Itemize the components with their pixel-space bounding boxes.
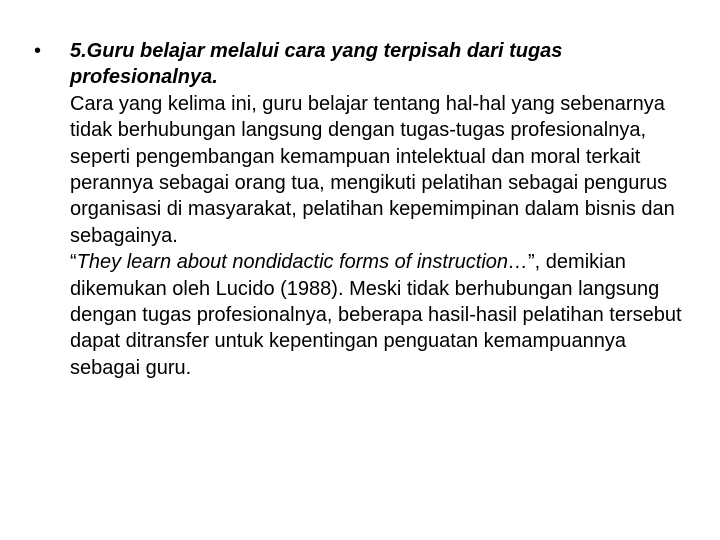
bullet-item bbox=[34, 38, 694, 381]
paragraph-first-sentence: Cara yang kelima ini, guru belajar tentang hal-hal yang sebenarnya tidak berhubungan langsung dengan tugas-tugas profesionalnya, seperti pengembangan kemampuan intelektual dan moral terkait perannya sebagai orang tua, mengikuti pelatihan sebagai pengurus organisasi di masyarakat, pelatihan kepemimpinan dalam bisnis dan sebagainya. bbox=[70, 92, 675, 247]
quote-text: They learn about nondidactic forms of instruction… bbox=[76, 251, 529, 274]
bullet-point-icon: • bbox=[34, 40, 42, 62]
paragraph-second-part: demikian dikemukan oleh Lucido (1988). Meski tidak berhubungan langsung dengan tugas profesionalnya, beberapa hasil-hasil pelatihan tersebut dapat ditransfer untuk kepentingan penguatan kemampuannya sebagai guru. bbox=[70, 251, 682, 379]
quote-close-mark: ”, bbox=[528, 251, 546, 274]
bullet-content bbox=[70, 38, 694, 381]
quote-open-mark: “ bbox=[70, 251, 77, 274]
paragraph-body bbox=[70, 91, 694, 381]
bullet-heading: 5.Guru belajar melalui cara yang terpisah dari tugas profesionalnya. bbox=[70, 40, 563, 89]
